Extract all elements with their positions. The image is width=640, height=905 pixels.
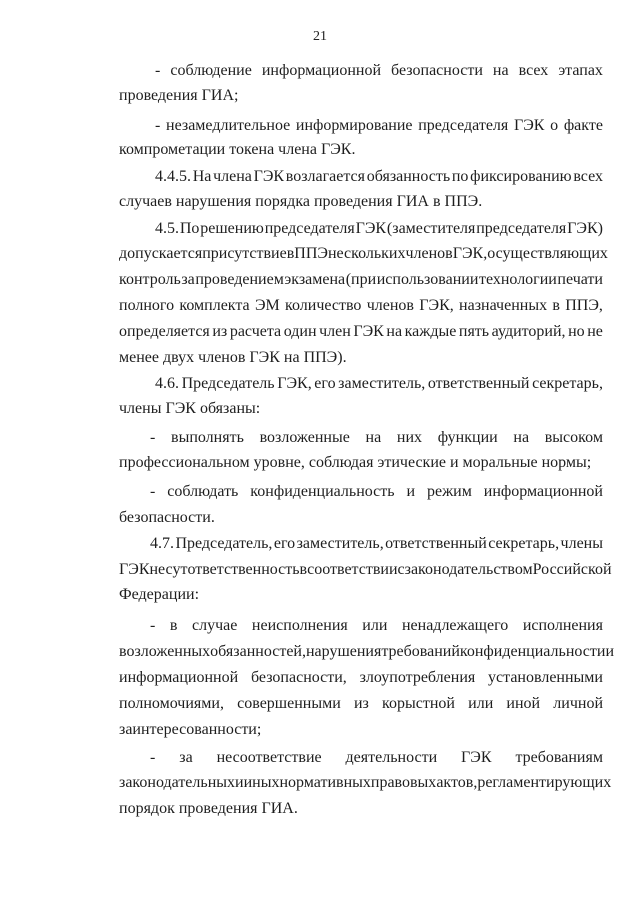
text-line: - в случае неисполнения или ненадлежащего исполнения bbox=[150, 617, 603, 634]
text-line: - за несоответствие деятельности ГЭК требованиям bbox=[150, 749, 603, 766]
text-line: заинтересованности; bbox=[119, 721, 262, 738]
text-line: законодательных и иных нормативных правовых актов, регламентирующих bbox=[119, 774, 612, 791]
text-line: случаев нарушения порядка проведения ГИА в ППЭ. bbox=[119, 193, 483, 210]
text-line: 4.6. Председатель ГЭК, его заместитель, ответственный секретарь, bbox=[155, 375, 603, 392]
text-line: - незамедлительное информирование председателя ГЭК о факте bbox=[155, 117, 603, 134]
text-line: 4.5. По решению председателя ГЭК (заместителя председателя ГЭК) bbox=[155, 220, 603, 237]
text-line: ГЭК несут ответственность в соответствии с законодательством Российской bbox=[119, 561, 612, 578]
text-line: члены ГЭК обязаны: bbox=[119, 400, 261, 417]
text-line: 4.7. Председатель, его заместитель, ответственный секретарь, члены bbox=[150, 535, 603, 552]
text-line: менее двух членов ГЭК на ППЭ). bbox=[119, 349, 347, 366]
text-line: - соблюдение информационной безопасности на всех этапах bbox=[155, 62, 603, 79]
text-line: порядок проведения ГИА. bbox=[119, 800, 298, 817]
text-line: - соблюдать конфиденциальность и режим информационной bbox=[150, 483, 603, 500]
text-line: Федерации: bbox=[119, 586, 200, 603]
text-line: полного комплекта ЭМ количество членов ГЭК, назначенных в ППЭ, bbox=[119, 297, 603, 314]
text-line: компрометации токена члена ГЭК. bbox=[119, 141, 356, 158]
text-line: - выполнять возложенные на них функции на высоком bbox=[150, 429, 603, 446]
text-line: проведения ГИА; bbox=[119, 87, 239, 104]
text-line: допускается присутствие в ППЭ нескольких членов ГЭК, осуществляющих bbox=[119, 245, 608, 262]
text-line: полномочиями, совершенными из корыстной или иной личной bbox=[119, 695, 603, 712]
text-line: определяется из расчета один член ГЭК на каждые пять аудиторий, но не bbox=[119, 323, 603, 340]
page-number: 21 bbox=[313, 29, 327, 44]
text-line: контроль за проведением экзамена (при использовании технологии печати bbox=[119, 271, 603, 288]
text-line: возложенных обязанностей, нарушения требований конфиденциальности и bbox=[119, 643, 614, 660]
text-line: информационной безопасности, злоупотребления установленными bbox=[119, 669, 603, 686]
text-line: 4.4.5. На члена ГЭК возлагается обязанность по фиксированию всех bbox=[155, 168, 603, 185]
text-line: профессиональном уровне, соблюдая этические и моральные нормы; bbox=[119, 454, 592, 471]
text-line: безопасности. bbox=[119, 509, 215, 526]
